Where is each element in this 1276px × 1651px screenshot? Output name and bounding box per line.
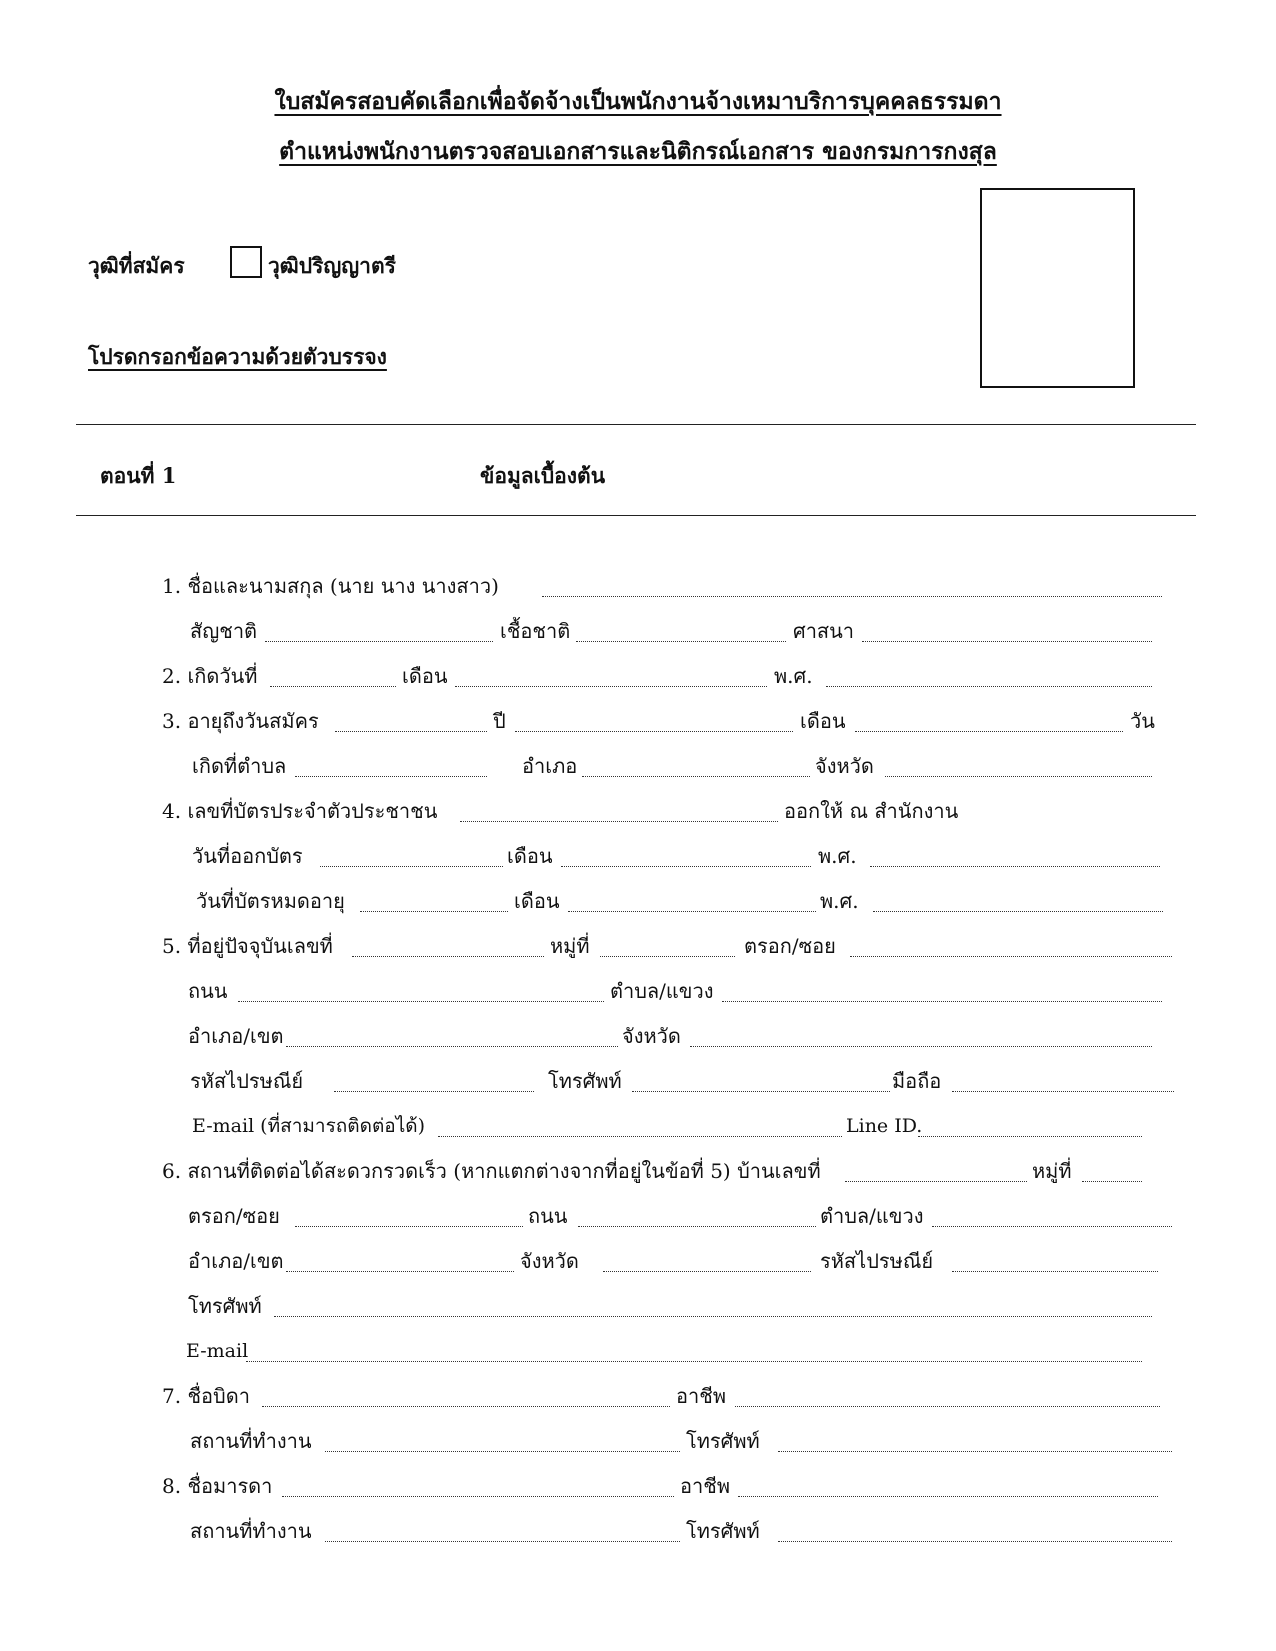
field-label: สัญชาติ	[190, 619, 258, 643]
qualification-checkbox[interactable]	[230, 246, 262, 278]
fill-line[interactable]	[885, 776, 1152, 777]
field-label: 5. ที่อยู่ปัจจุบันเลขที่	[162, 934, 333, 958]
field-label: 8. ชื่อมารดา	[162, 1474, 273, 1498]
field-label: อาชีพ	[680, 1474, 730, 1498]
fill-line[interactable]	[325, 1541, 680, 1542]
field-label: ออกให้ ณ สำนักงาน	[784, 799, 959, 823]
section-top-rule	[76, 424, 1196, 425]
field-label: อำเภอ	[522, 754, 578, 778]
field-label: เดือน	[800, 709, 846, 733]
fill-line[interactable]	[265, 641, 493, 642]
field-label: หมู่ที่	[1032, 1159, 1072, 1183]
field-label: ศาสนา	[793, 619, 855, 643]
fill-line[interactable]	[262, 1406, 670, 1407]
field-label: 1. ชื่อและนามสกุล (นาย นาง นางสาว)	[162, 574, 499, 598]
field-label: วันที่บัตรหมดอายุ	[196, 889, 345, 913]
field-label: เดือน	[402, 664, 448, 688]
fill-line[interactable]	[952, 1091, 1174, 1092]
fill-line[interactable]	[600, 956, 735, 957]
field-label: พ.ศ.	[820, 889, 859, 913]
fill-line[interactable]	[603, 1271, 811, 1272]
field-label: รหัสไปรษณีย์	[820, 1249, 934, 1273]
fill-line[interactable]	[918, 1136, 1142, 1137]
field-label: วันที่ออกบัตร	[192, 844, 303, 868]
field-label: ตำบล/แขวง	[610, 979, 714, 1003]
fill-line[interactable]	[460, 821, 778, 822]
field-label: รหัสไปรษณีย์	[190, 1069, 304, 1093]
fill-line[interactable]	[568, 911, 816, 912]
fill-line[interactable]	[632, 1091, 890, 1092]
field-label: จังหวัด	[815, 754, 874, 778]
fill-line[interactable]	[932, 1226, 1172, 1227]
field-label: เดือน	[507, 844, 553, 868]
fill-line[interactable]	[360, 911, 508, 912]
fill-line[interactable]	[735, 1406, 1160, 1407]
field-label: จังหวัด	[622, 1024, 681, 1048]
field-label: อำเภอ/เขต	[188, 1249, 284, 1273]
fill-line[interactable]	[862, 641, 1152, 642]
photo-box[interactable]	[980, 188, 1135, 388]
fill-line[interactable]	[1082, 1181, 1142, 1182]
field-label: 4. เลขที่บัตรประจำตัวประชาชน	[162, 799, 438, 823]
field-label: ถนน	[188, 979, 228, 1003]
field-label: ตรอก/ซอย	[188, 1204, 280, 1228]
fill-line[interactable]	[270, 686, 396, 687]
fill-line[interactable]	[582, 776, 810, 777]
field-label: ตรอก/ซอย	[744, 934, 836, 958]
fill-line[interactable]	[335, 731, 487, 732]
field-label: สถานที่ทำงาน	[190, 1519, 312, 1543]
fill-line[interactable]	[438, 1136, 842, 1137]
field-label: โทรศัพท์	[188, 1294, 262, 1318]
section-title: ข้อมูลเบื้องต้น	[480, 463, 606, 488]
qualification-option: วุฒิปริญญาตรี	[268, 253, 396, 278]
field-label: วัน	[1130, 709, 1155, 733]
fill-line[interactable]	[850, 956, 1172, 957]
fill-line[interactable]	[455, 686, 767, 687]
field-label: พ.ศ.	[774, 664, 813, 688]
fill-line[interactable]	[778, 1541, 1172, 1542]
field-label: ตำบล/แขวง	[820, 1204, 924, 1228]
field-label: ถนน	[528, 1204, 568, 1228]
fill-line[interactable]	[320, 866, 503, 867]
field-label: เชื้อชาติ	[500, 619, 571, 643]
fill-line[interactable]	[325, 1451, 680, 1452]
fill-line[interactable]	[286, 1046, 618, 1047]
field-label: โทรศัพท์	[686, 1429, 760, 1453]
section-bottom-rule	[76, 515, 1196, 516]
fill-line[interactable]	[238, 1001, 604, 1002]
fill-line[interactable]	[870, 866, 1160, 867]
fill-line[interactable]	[738, 1496, 1158, 1497]
fill-line[interactable]	[578, 1226, 816, 1227]
field-label: อาชีพ	[676, 1384, 726, 1408]
field-label: สถานที่ทำงาน	[190, 1429, 312, 1453]
fill-line[interactable]	[690, 1046, 1152, 1047]
fill-line[interactable]	[515, 731, 793, 732]
fill-line[interactable]	[561, 866, 811, 867]
form-title-line2: ตำแหน่งพนักงานตรวจสอบเอกสารและนิติกรณ์เอกสาร ของกรมการกงสุล	[279, 138, 997, 165]
fill-line[interactable]	[295, 1226, 523, 1227]
fill-line[interactable]	[845, 1181, 1027, 1182]
form-title-line1: ใบสมัครสอบคัดเลือกเพื่อจัดจ้างเป็นพนักงานจ้างเหมาบริการบุคคลธรรมดา	[274, 88, 1002, 115]
field-label: มือถือ	[892, 1069, 942, 1093]
field-label: E-mail (ที่สามารถติดต่อได้)	[192, 1115, 426, 1137]
field-label: จังหวัด	[520, 1249, 579, 1273]
fill-line[interactable]	[952, 1271, 1158, 1272]
field-label: 7. ชื่อบิดา	[162, 1384, 250, 1408]
field-label: หมู่ที่	[550, 934, 590, 958]
field-label: เดือน	[514, 889, 560, 913]
field-label: Line ID.	[846, 1115, 923, 1137]
fill-line[interactable]	[334, 1091, 534, 1092]
fill-line[interactable]	[246, 1361, 1142, 1362]
field-label: 3. อายุถึงวันสมัคร	[162, 709, 319, 733]
field-label: พ.ศ.	[818, 844, 857, 868]
fill-line[interactable]	[286, 1271, 514, 1272]
field-label: ปี	[493, 709, 506, 733]
field-label: โทรศัพท์	[548, 1069, 622, 1093]
fill-line[interactable]	[542, 596, 1162, 597]
field-label: 6. สถานที่ติดต่อได้สะดวกรวดเร็ว (หากแตกต่างจากที่อยู่ในข้อที่ 5) บ้านเลขที่	[162, 1159, 821, 1183]
field-label: อำเภอ/เขต	[188, 1024, 284, 1048]
field-label: โทรศัพท์	[686, 1519, 760, 1543]
fill-line[interactable]	[352, 956, 544, 957]
field-label: E-mail	[186, 1340, 249, 1362]
fill-line[interactable]	[576, 641, 786, 642]
qualification-label: วุฒิที่สมัคร	[88, 253, 185, 278]
instruction-text: โปรดกรอกข้อความด้วยตัวบรรจง	[88, 344, 387, 369]
fill-line[interactable]	[295, 776, 487, 777]
fill-line[interactable]	[282, 1496, 674, 1497]
fill-line[interactable]	[778, 1451, 1172, 1452]
field-label: เกิดที่ตำบล	[192, 754, 287, 778]
fill-line[interactable]	[826, 686, 1152, 687]
field-label: 2. เกิดวันที่	[162, 664, 258, 688]
fill-line[interactable]	[873, 911, 1163, 912]
fill-line[interactable]	[855, 731, 1123, 732]
fill-line[interactable]	[274, 1316, 1152, 1317]
section-number: ตอนที่ 1	[100, 463, 177, 488]
fill-line[interactable]	[722, 1001, 1162, 1002]
